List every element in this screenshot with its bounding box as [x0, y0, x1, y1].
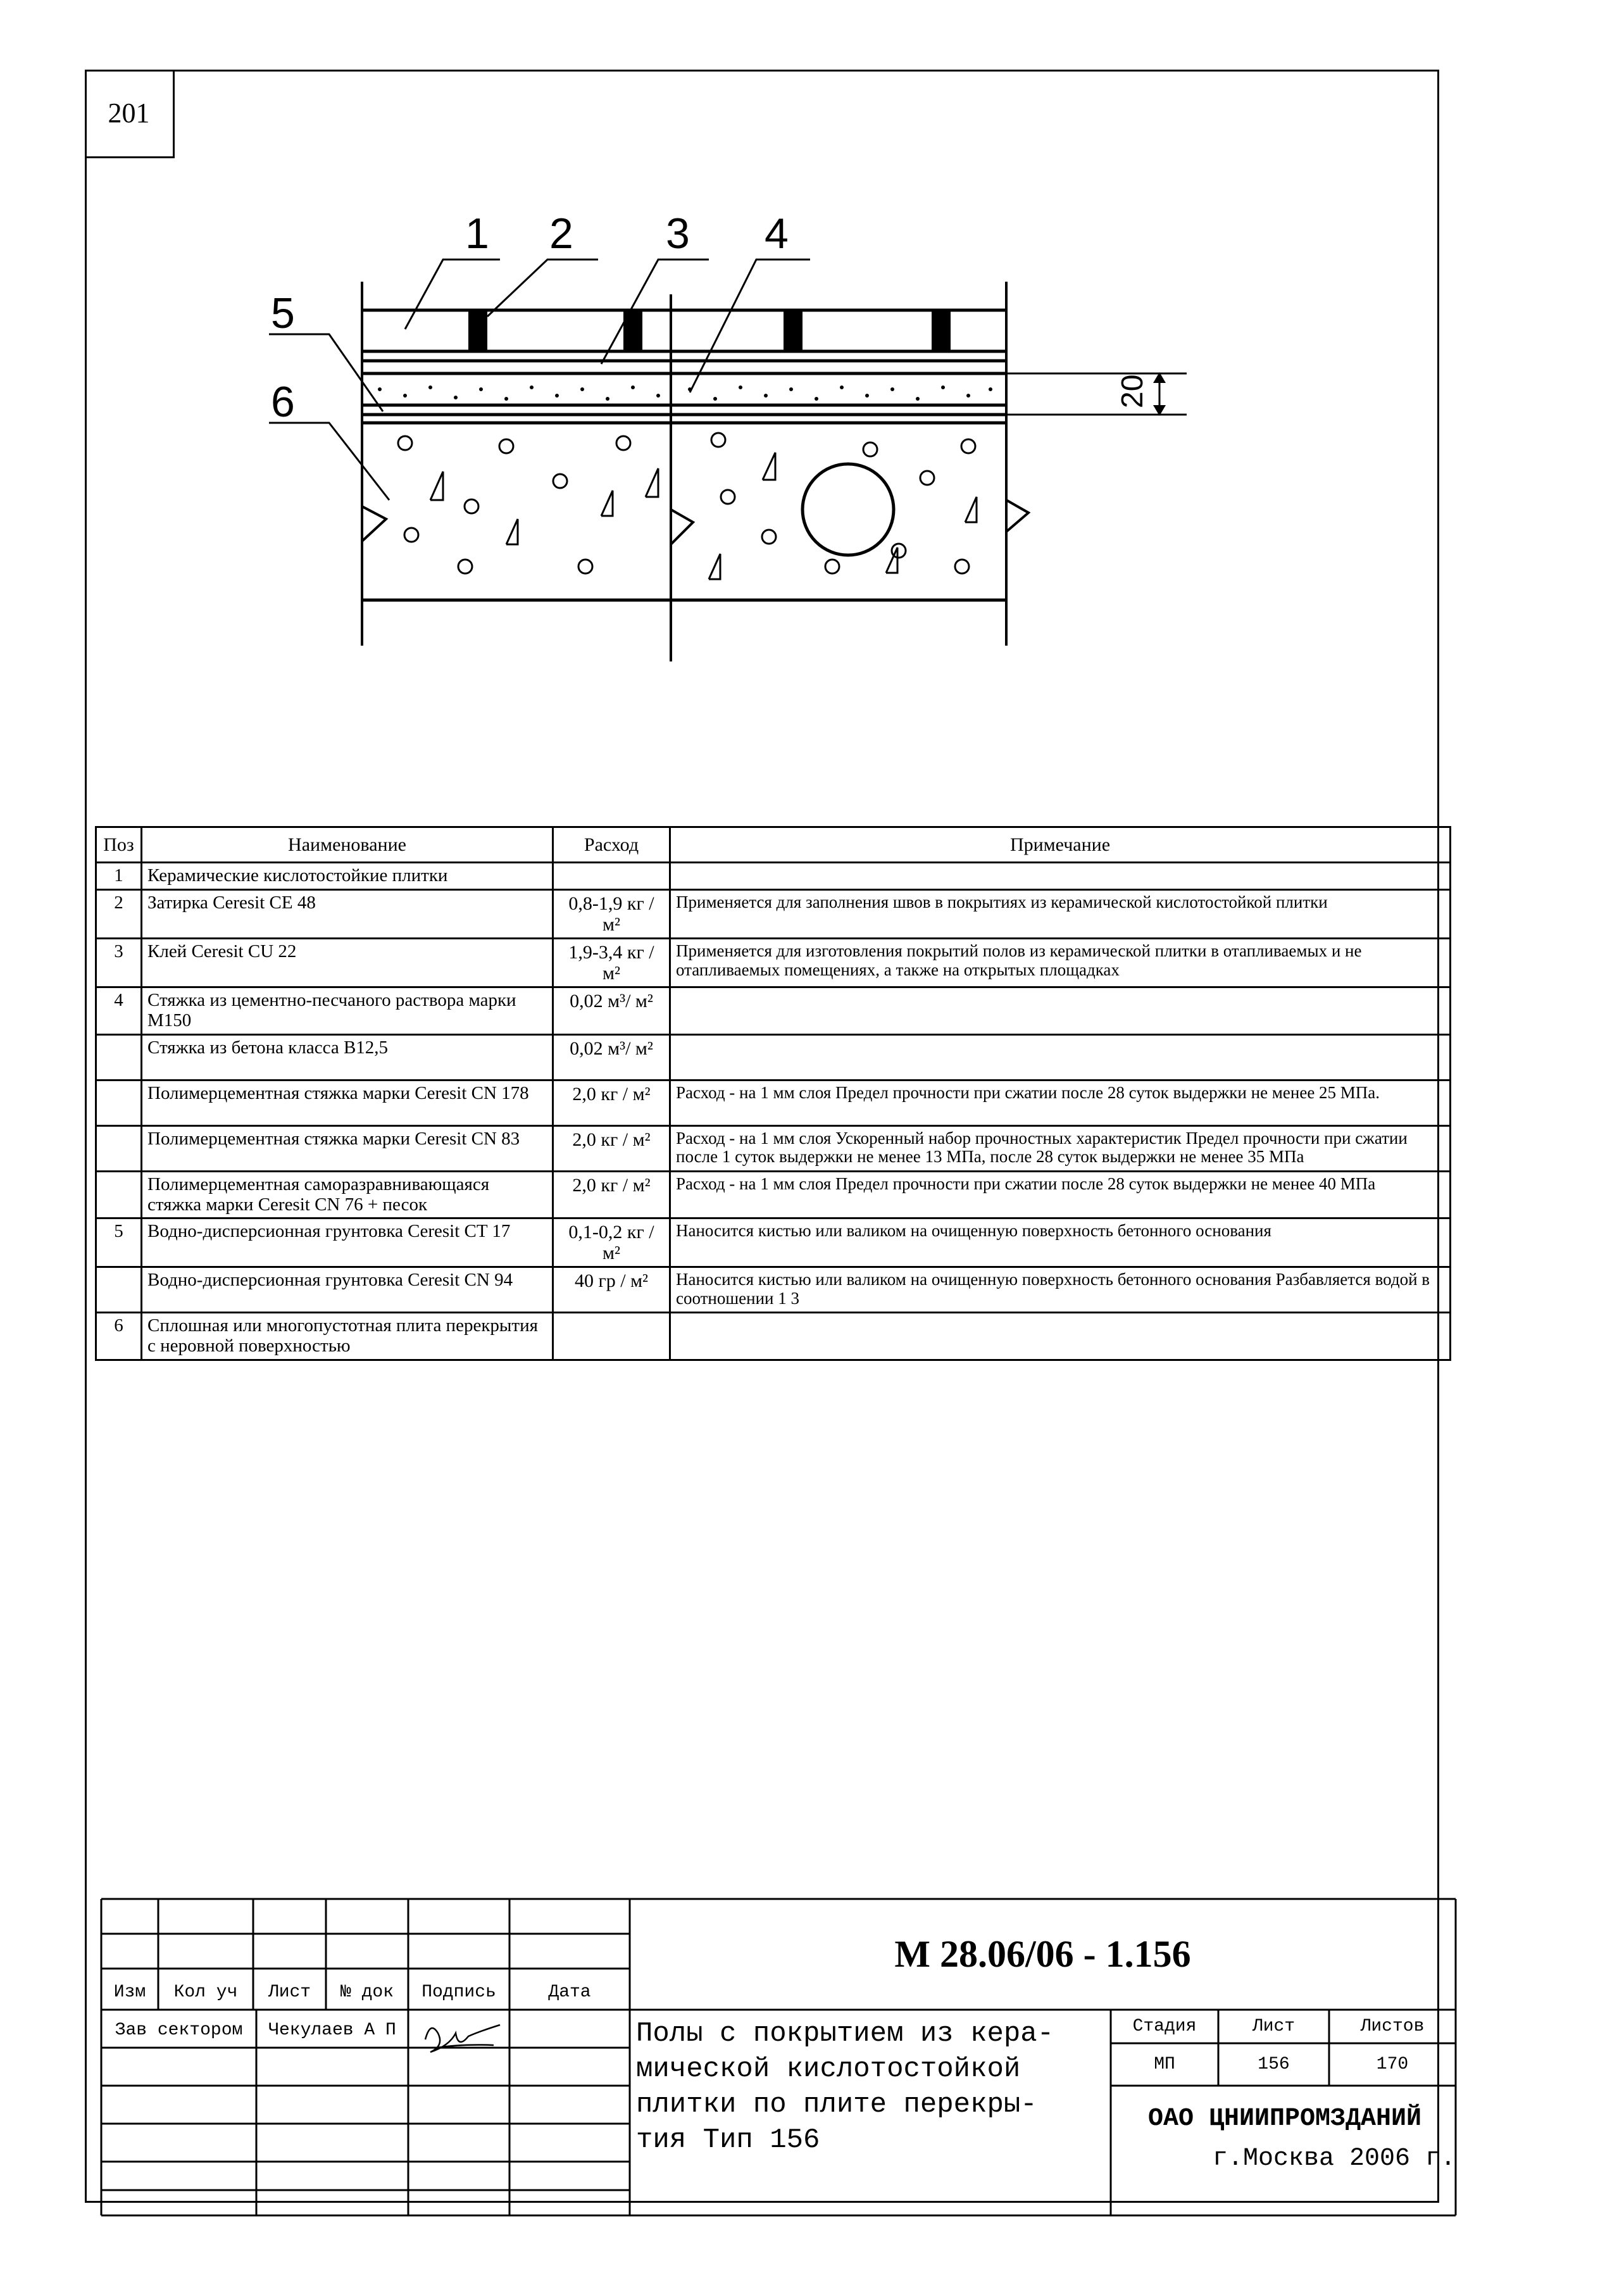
header-pos: Поз [96, 827, 142, 863]
row-name: Водно-дисперсионная грунтовка Ceresit CN 94 [142, 1267, 553, 1313]
row-note [670, 987, 1451, 1034]
row-note: Наносится кистью или валиком на очищенную поверхность бетонного основания Разбавляется водой в соотношении 1 3 [670, 1267, 1451, 1313]
row-name: Затирка Ceresit CE 48 [142, 889, 553, 938]
row-pos [96, 1125, 142, 1171]
row-note: Наносится кистью или валиком на очищенную поверхность бетонного основания [670, 1218, 1451, 1267]
row-note: Применяется для заполнения швов в покрытиях из керамической кислотостойкой плитки [670, 889, 1451, 938]
label-izm: Изм [113, 1982, 146, 2002]
header-name: Наименование [142, 827, 553, 863]
row-name: Полимерцементная стяжка марки Ceresit CN 83 [142, 1125, 553, 1171]
table-row [96, 863, 1451, 890]
table-body [96, 863, 1451, 1360]
row-consumption: 0,8-1,9 кг / м² [553, 889, 670, 938]
row-consumption: 2,0 кг / м² [553, 1080, 670, 1125]
row-pos: 3 [96, 938, 142, 987]
callout-2: 2 [549, 210, 573, 258]
callout-3: 3 [666, 210, 690, 258]
sheets-value: 170 [1376, 2055, 1409, 2074]
page-number: 201 [85, 70, 175, 158]
row-name: Водно-дисперсионная грунтовка Ceresit CT 17 [142, 1218, 553, 1267]
sheets-label: Листов [1360, 2017, 1425, 2036]
label-kol: Кол уч [173, 1982, 238, 2002]
table-row [96, 1171, 1451, 1218]
document-title [636, 2016, 1117, 2206]
row-note [670, 1034, 1451, 1080]
table-row [96, 1034, 1451, 1080]
table-header-row [96, 827, 1451, 863]
row-note: Расход - на 1 мм слоя Предел прочности при сжатии после 28 суток выдержки не менее 25 МПа. [670, 1080, 1451, 1125]
row-pos: 6 [96, 1313, 142, 1360]
row-pos: 4 [96, 987, 142, 1034]
row-name: Полимерцементная стяжка марки Ceresit CN 178 [142, 1080, 553, 1125]
dimension-20: 20 [1116, 374, 1149, 408]
row-consumption [553, 863, 670, 890]
organization: ОАО ЦНИИПРОМЗДАНИЙ [1147, 2105, 1422, 2133]
row-consumption: 0,1-0,2 кг / м² [553, 1218, 670, 1267]
row-consumption: 2,0 кг / м² [553, 1125, 670, 1171]
table-row [96, 1125, 1451, 1171]
row-name: Полимерцементная саморазравнивающаяся стяжка марки Ceresit CN 76 + песок [142, 1171, 553, 1218]
label-data: Дата [548, 1982, 591, 2002]
row-consumption [553, 1313, 670, 1360]
row-note: Расход - на 1 мм слоя Ускоренный набор прочностных характеристик Предел прочности при сжатии после 1 суток выдержки не менее 13 МПа, после 28 суток выдержки не менее 35 МПа [670, 1125, 1451, 1171]
row-pos [96, 1267, 142, 1313]
header-note: Примечание [670, 827, 1451, 863]
table-row [96, 1080, 1451, 1125]
row-note: Расход - на 1 мм слоя Предел прочности при сжатии после 28 суток выдержки не менее 40 МПа [670, 1171, 1451, 1218]
header-consumption: Расход [553, 827, 670, 863]
row-pos: 5 [96, 1218, 142, 1267]
row-pos: 1 [96, 863, 142, 890]
callout-4: 4 [765, 210, 789, 258]
row-note: Применяется для изготовления покрытий полов из керамической плитки в отапливаемых и не отапливаемых помещениях, а также на открытых площадках [670, 938, 1451, 987]
stage-label: Стадия [1132, 2017, 1197, 2036]
callout-1: 1 [465, 210, 489, 258]
title-line: плитки по плите перекры- [636, 2089, 1037, 2120]
callout-5: 5 [271, 289, 295, 337]
table-row [96, 889, 1451, 938]
table-row [96, 1218, 1451, 1267]
title-line: Полы с покрытием из кера- [636, 2018, 1054, 2050]
row-consumption: 1,9-3,4 кг / м² [553, 938, 670, 987]
row-consumption: 0,02 м³/ м² [553, 1034, 670, 1080]
row-consumption: 0,02 м³/ м² [553, 987, 670, 1034]
sheet-label: Лист [1252, 2017, 1296, 2036]
row-consumption: 2,0 кг / м² [553, 1171, 670, 1218]
callout-6: 6 [271, 378, 295, 426]
row-name: Клей Ceresit CU 22 [142, 938, 553, 987]
person-name: Чекулаев А П [268, 2020, 396, 2040]
row-pos: 2 [96, 889, 142, 938]
label-list: Лист [268, 1982, 311, 2002]
row-note [670, 863, 1451, 890]
table-row [96, 987, 1451, 1034]
specification-table [95, 826, 1451, 1361]
document-code: М 28.06/06 - 1.156 [894, 1933, 1191, 1975]
title-line: мической кислотостойкой [636, 2053, 1021, 2085]
table-row [96, 1267, 1451, 1313]
title-block [101, 1899, 1456, 2203]
city-year: г.Москва 2006 г. [1212, 2144, 1456, 2173]
row-name: Стяжка из бетона класса В12,5 [142, 1034, 553, 1080]
row-name: Сплошная или многопустотная плита перекрытия с неровной поверхностью [142, 1313, 553, 1360]
row-pos [96, 1034, 142, 1080]
stage-value: МП [1154, 2055, 1175, 2074]
row-name: Стяжка из цементно-песчаного раствора марки М150 [142, 987, 553, 1034]
sheet-value: 156 [1258, 2055, 1290, 2074]
floor-section-drawing [0, 0, 1624, 823]
row-name: Керамические кислотостойкие плитки [142, 863, 553, 890]
row-pos [96, 1080, 142, 1125]
row-pos [96, 1171, 142, 1218]
row-consumption: 40 гр / м² [553, 1267, 670, 1313]
title-line: тия Тип 156 [636, 2124, 820, 2156]
role-label: Зав сектором [115, 2020, 243, 2040]
table-row [96, 938, 1451, 987]
row-note [670, 1313, 1451, 1360]
table-row [96, 1313, 1451, 1360]
label-podpis: Подпись [422, 1982, 496, 2002]
label-ndok: № док [340, 1982, 394, 2002]
